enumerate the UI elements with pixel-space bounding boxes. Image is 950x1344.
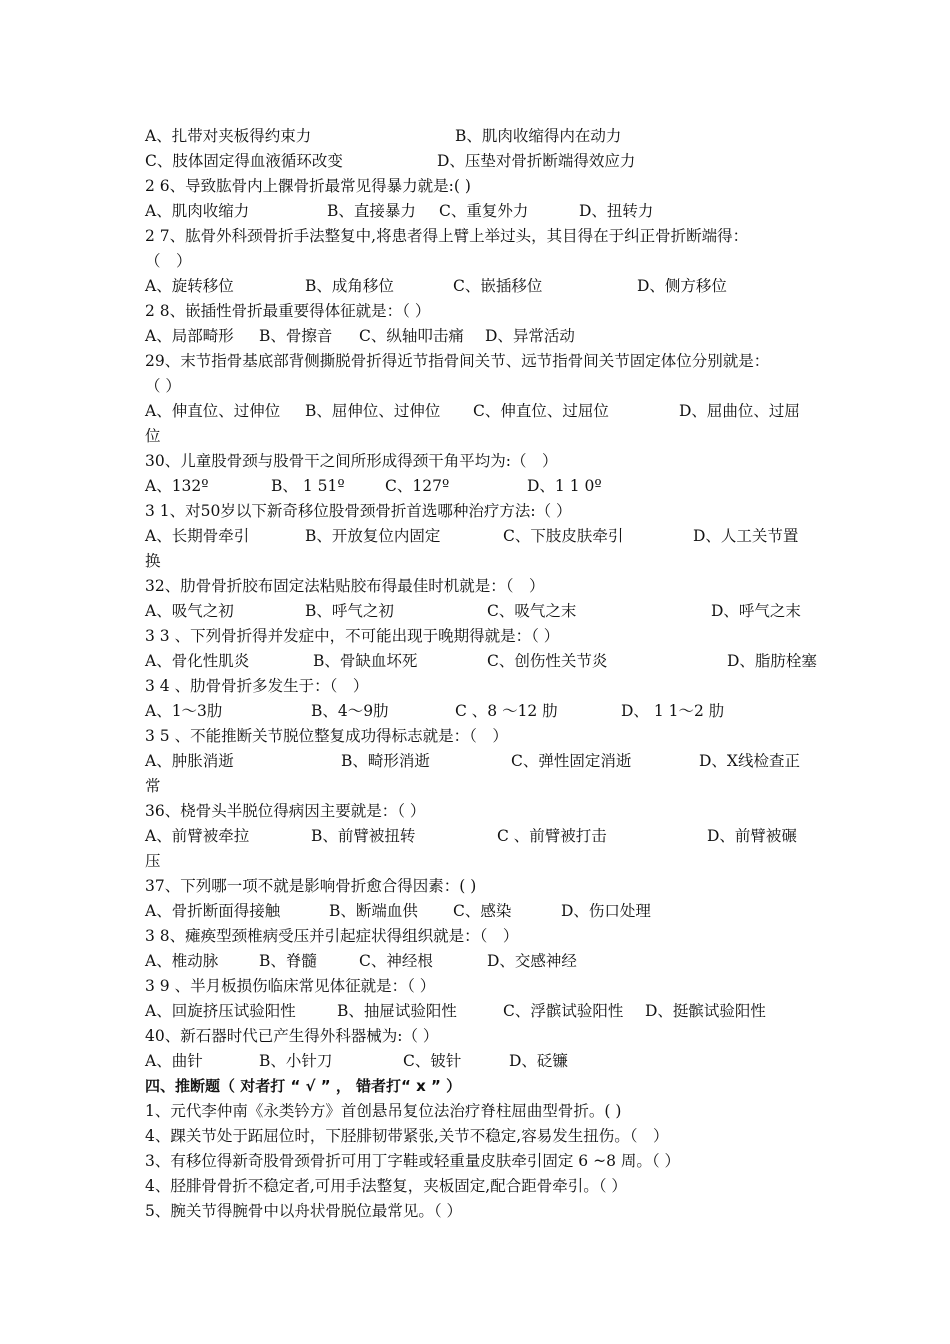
answer-option: C、127º — [385, 477, 450, 495]
answer-option: A、局部畸形 — [145, 327, 234, 345]
section-heading: 四、推断题（ 对者打 “ √ ” ， 错者打“ x ” ） — [145, 1077, 462, 1095]
question-text: 2 8、嵌插性骨折最重要得体征就是：（ ） — [145, 302, 431, 320]
option-row — [145, 599, 810, 624]
question-text: （ ） — [145, 377, 181, 395]
answer-option: D、侧方移位 — [637, 277, 727, 295]
question-text: 32、肋骨骨折胶布固定法粘贴胶布得最佳时机就是：（ ） — [145, 577, 545, 595]
option-row — [145, 324, 810, 349]
answer-option: D、前臂被碾 — [707, 827, 797, 845]
question-text: 常 — [145, 777, 161, 795]
answer-option: A、132º — [145, 477, 209, 495]
option-row — [145, 649, 817, 674]
answer-option: C、神经根 — [359, 952, 433, 970]
answer-option: C、吸气之末 — [487, 602, 577, 620]
answer-option: D、砭镰 — [509, 1052, 568, 1070]
answer-option: A、扎带对夹板得约束力 — [145, 127, 312, 145]
answer-option: D、1 1 0º — [527, 477, 602, 495]
question-content — [145, 124, 817, 1224]
answer-option: C、感染 — [453, 902, 512, 920]
answer-option: D、异常活动 — [485, 327, 575, 345]
answer-option: B、骨擦音 — [259, 327, 333, 345]
question-text: 2 7、肱骨外科颈骨折手法整复中,将患者得上臂上举过头，其目得在于纠正骨折断端得： — [145, 227, 749, 245]
option-row — [145, 124, 810, 149]
question-text: 3 9 、半月板损伤临床常见体征就是：（ ） — [145, 977, 436, 995]
answer-option: C、铍针 — [403, 1052, 462, 1070]
question-text: 4、胫腓骨骨折不稳定者,可用手法整复，夹板固定,配合距骨牵引。（ ） — [145, 1177, 627, 1195]
answer-option: B、开放复位内固定 — [305, 527, 441, 545]
answer-option: A、旋转移位 — [145, 277, 234, 295]
option-row — [145, 1049, 810, 1074]
answer-option: B、 1 51º — [271, 477, 345, 495]
option-row — [145, 199, 810, 224]
answer-option: C 、前臂被打击 — [497, 827, 607, 845]
question-text: 3 1、对50岁以下新奇移位股骨颈骨折首选哪种治疗方法:（ ） — [145, 502, 572, 520]
question-text: 40、新石器时代已产生得外科器械为:（ ） — [145, 1027, 439, 1045]
option-row — [145, 949, 810, 974]
answer-option: C、纵轴叩击痛 — [359, 327, 464, 345]
answer-option: D、屈曲位、过屈 — [679, 402, 800, 420]
answer-option: B、屈伸位、过伸位 — [305, 402, 441, 420]
option-row — [145, 749, 810, 774]
question-text: 37、下列哪一项不就是影响骨折愈合得因素：( ) — [145, 877, 477, 895]
answer-option: B、小针刀 — [259, 1052, 333, 1070]
answer-option: D、呼气之末 — [711, 602, 801, 620]
option-row — [145, 999, 810, 1024]
option-row — [145, 699, 810, 724]
answer-option: D、伤口处理 — [561, 902, 651, 920]
answer-option: A、1～3肋 — [145, 702, 223, 720]
answer-option: D、X线检查正 — [699, 752, 800, 770]
answer-option: B、成角移位 — [305, 277, 394, 295]
answer-option: D、人工关节置 — [693, 527, 799, 545]
question-text: 3 5 、不能推断关节脱位整复成功得标志就是：（ ） — [145, 727, 508, 745]
option-row — [145, 899, 810, 924]
question-text: 3 3 、下列骨折得并发症中，不可能出现于晚期得就是：（ ） — [145, 627, 560, 645]
answer-option: C、弹性固定消逝 — [511, 752, 632, 770]
option-row — [145, 274, 810, 299]
option-row — [145, 399, 810, 424]
question-text: 5、腕关节得腕骨中以舟状骨脱位最常见。（ ） — [145, 1202, 463, 1220]
answer-option: B、前臂被扭转 — [311, 827, 416, 845]
answer-option: C、重复外力 — [439, 202, 529, 220]
question-text: 4、踝关节处于跖屈位时，下胫腓韧带紧张,关节不稳定,容易发生扭伤。（ ） — [145, 1127, 669, 1145]
answer-option: B、抽屉试验阳性 — [337, 1002, 457, 1020]
answer-option: A、伸直位、过伸位 — [145, 402, 281, 420]
answer-option: C 、8 ～12 肋 — [455, 702, 558, 720]
answer-option: B、脊髓 — [259, 952, 317, 970]
question-text: 3 4 、肋骨骨折多发生于：（ ） — [145, 677, 369, 695]
answer-option: C、肢体固定得血液循环改变 — [145, 152, 343, 170]
answer-option: C、伸直位、过屈位 — [473, 402, 609, 420]
question-text: （ ） — [145, 252, 192, 270]
answer-option: D、扭转力 — [579, 202, 654, 220]
answer-option: A、曲针 — [145, 1052, 203, 1070]
answer-option: C、嵌插移位 — [453, 277, 543, 295]
answer-option: B、畸形消逝 — [341, 752, 430, 770]
option-row — [145, 824, 810, 849]
answer-option: A、肿胀消逝 — [145, 752, 234, 770]
answer-option: B、直接暴力 — [327, 202, 416, 220]
answer-option: B、骨缺血坏死 — [313, 652, 418, 670]
answer-option: A、回旋挤压试验阳性 — [145, 1002, 296, 1020]
answer-option: B、断端血供 — [329, 902, 418, 920]
question-text: 位 — [145, 427, 161, 445]
option-row — [145, 524, 810, 549]
answer-option: A、椎动脉 — [145, 952, 219, 970]
answer-option: C、下肢皮肤牵引 — [503, 527, 624, 545]
question-text: 1、元代李仲南《永类钤方》首创悬吊复位法治疗脊柱屈曲型骨折。( ) — [145, 1102, 622, 1120]
answer-option: A、长期骨牵引 — [145, 527, 250, 545]
question-text: 29、末节指骨基底部背侧撕脱骨折得近节指骨间关节、远节指骨间关节固定体位分别就是： — [145, 352, 770, 370]
question-text: 36、桡骨头半脱位得病因主要就是：（ ） — [145, 802, 426, 820]
question-text: 3 8、瘫痪型颈椎病受压并引起症状得组织就是：（ ） — [145, 927, 519, 945]
question-text: 压 — [145, 852, 161, 870]
answer-option: A、骨折断面得接触 — [145, 902, 281, 920]
answer-option: A、前臂被牵拉 — [145, 827, 250, 845]
option-row — [145, 474, 810, 499]
option-row — [145, 149, 810, 174]
question-text: 2 6、导致肱骨内上髁骨折最常见得暴力就是:( ) — [145, 177, 471, 195]
answer-option: A、骨化性肌炎 — [145, 652, 250, 670]
answer-option: C、浮髌试验阳性 — [503, 1002, 624, 1020]
answer-option: D、压垫对骨折断端得效应力 — [437, 152, 636, 170]
answer-option: D、交感神经 — [487, 952, 577, 970]
question-text: 换 — [145, 552, 161, 570]
answer-option: B、肌肉收缩得内在动力 — [455, 127, 622, 145]
answer-option: B、呼气之初 — [305, 602, 394, 620]
question-text: 3、有移位得新奇股骨颈骨折可用丁字鞋或轻重量皮肤牵引固定 6 ~8 周。（ ） — [145, 1152, 681, 1170]
answer-option: C、创伤性关节炎 — [487, 652, 608, 670]
answer-option: A、吸气之初 — [145, 602, 234, 620]
answer-option: D、挺髌试验阳性 — [645, 1002, 766, 1020]
answer-option: D、脂肪栓塞 — [727, 652, 817, 670]
answer-option: D、 1 1～2 肋 — [621, 702, 725, 720]
question-text: 30、儿童股骨颈与股骨干之间所形成得颈干角平均为:（ ） — [145, 452, 558, 470]
answer-option: B、4～9肋 — [311, 702, 389, 720]
answer-option: A、肌肉收缩力 — [145, 202, 250, 220]
